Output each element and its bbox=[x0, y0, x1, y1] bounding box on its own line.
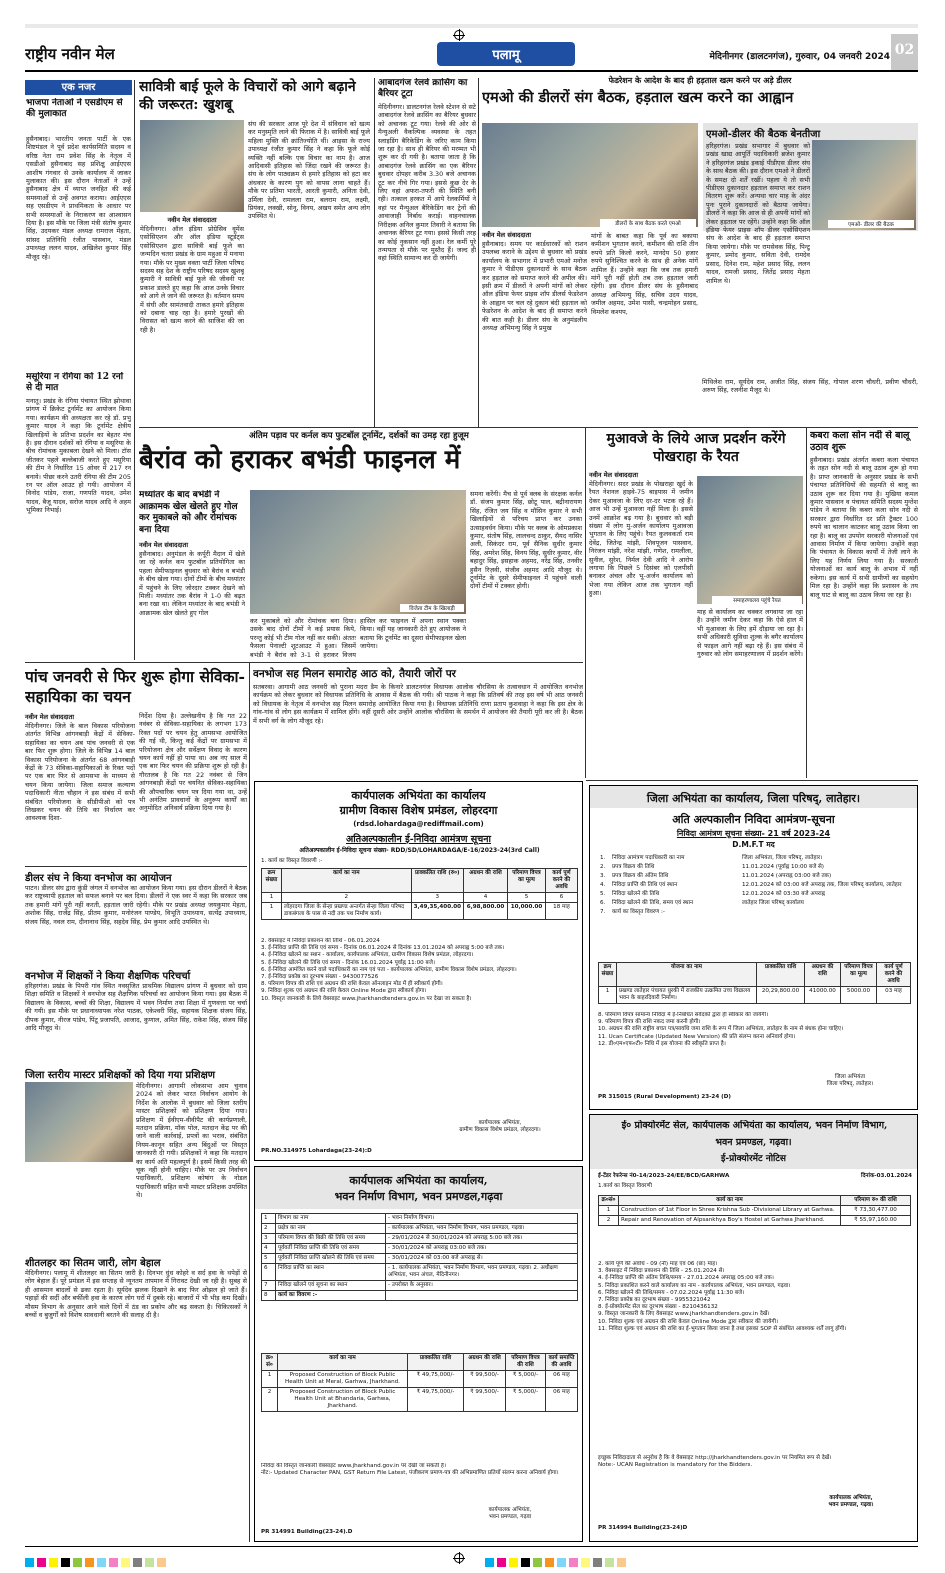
tender-notes: 2. कार्य पूर्ण की अवधि - 09 (नौ) माह एवं 06 (छः) माह। 3. वेबसाइट में निविदा प्रकाशन की तिथि - 25.01.2024 से। 4. ई-निविदा प्राप्ति की अंतिम तिथि/समय - 27.01.2024 अपराह्न 05:00 बजे तक। 5. निविदा प्रकाशित करने वाले कार्यालय का नाम - कार्यपालक अभियंता, भवन प्रमण्डल, गढ़वा। 6. निविदा खोलने की तिथि/समय - 07.02.2024 पूर्वाह्न 11:30 बजे। 7. निविदा प्रकोष्ठ का दूरभाष संख्या - 9955321042 8. ई-प्रोक्योरमेंट सेल का दूरभाष संख्या - 8210436132 9. विस्तृत जानकारी के लिए वेबसाइट www.jharkhandtenders.gov.in देखें। 10. निविदा शुल्क एवं अग्रधन की राशि केवल Online Mode द्वारा स्वीकार की जायेगी। 11. निविदा शुल्क एवं अग्रधन की राशि का ई-भुगतान किया जाना है तथा इसका SOP से संबंधित आवश्यक शर्तें लागू होंगी। bbox=[598, 1261, 847, 1332]
tender-info-list bbox=[598, 854, 911, 917]
list-label: कार्य का विस्तृत विवरण :- bbox=[612, 909, 665, 915]
table-cell: 1 bbox=[262, 903, 282, 920]
table-row bbox=[599, 987, 911, 1004]
tender-signature: कार्यपालक अभियंता, भवन प्रमण्डल, गढ़वा। bbox=[828, 1495, 874, 1509]
table-header: क्र० सं० bbox=[262, 1354, 278, 1371]
table-cell: 6,98,800.00 bbox=[464, 903, 508, 920]
table-header: प्राक्कलित राशि bbox=[408, 1354, 464, 1371]
article-headline: आबादगंज रेलवे क्रासिंग का बैरियर टूटा bbox=[378, 78, 468, 99]
table-header: प्राक्कलित राशि (रु०) bbox=[411, 869, 463, 893]
tender-notes: 2. वेबसाइट में निविदा प्रकाशन की तिथि - 06.01.2024 3. ई-निविदा प्राप्ति की तिथि एवं समय - दिनांक 06.01.2024 से दिनांक 13.01.2024 को अपराह्न 5:00 बजे तक। 4. ई-निविदा खोलने का स्थान - कार्यालय, कार्यपालक अभियंता, ग्रामीण विकास विशेष प्रमंडल, लोहरदगा। 5. ई-निविदा खोलने की तिथि एवं समय - दिनांक 16.01.2024 पूर्वाह्न 11:00 बजे। 6. ई-निविदा आमंत्रित करने वाले पदाधिकारी का नाम एवं पता - कार्यपालक अभियंता, ग्रामीण विकास विशेष प्रमंडल, लोहरदगा। 7. ई-निविदा प्रकोष्ठ का दूरभाष संख्या - 9430077526 8. परिमाण विपत्र की राशि एवं अग्रधन की राशि केवल ऑनलाइन मोड में ही स्वीकार्य होगी। 9. निविदा शुल्क एवं अग्रधन की राशि केवल Online Mode द्वारा स्वीकार्य होगा। 10. विस्तृत जानकारी के लिये वेबसाइट www.jharkhandtenders.gov.in पर देखा जा सकता है। bbox=[261, 938, 517, 1002]
table-cell: 10,000.00 bbox=[508, 903, 546, 920]
list-num: 2. bbox=[600, 864, 606, 870]
tender-signature: कार्यपालक अभियंता, भवन प्रमण्डल, गढ़वा bbox=[488, 1507, 532, 1521]
list-value: जिला अभियंता, जिला परिषद्, लातेहार। bbox=[742, 855, 823, 861]
article-kicker: अंतिम पड़ाव पर कर्नल कप फुटबॉल टूर्नामेंट, दर्शकों का उमड़ रहा हुजूम bbox=[249, 431, 469, 441]
tender-footnote: इच्छुक निविदादाता से अनुरोध है कि वे वेबसाइट http://jharkhandtenders.gov.in पर नियमित रूप से देखें। Note:- UCAN Registration is mandatory for the Bidders. bbox=[598, 1455, 832, 1469]
table-row bbox=[262, 1264, 578, 1281]
table-header: अग्रधन की राशि bbox=[805, 963, 841, 987]
color-swatch bbox=[97, 1558, 106, 1567]
column-divider bbox=[585, 428, 586, 778]
table-cell: Proposed Construction of Block Public Health Unit at Bhandaria, Garhwa, Jharkhand. bbox=[278, 1388, 408, 1412]
tender-reference: अतिअल्पकालीन ई-निविदा सूचना संख्या- RDD/SD/LOHARDAGA/E-16/2023-24(3rd Call) bbox=[299, 847, 540, 854]
table-cell: 2 bbox=[282, 893, 412, 903]
table-cell: कार्य का विवरण :- bbox=[276, 1291, 386, 1301]
table-row bbox=[262, 1234, 578, 1244]
table-cell: ₹ 55,97,160.00 bbox=[841, 1216, 911, 1226]
tender-notice-garhwa-building bbox=[254, 1166, 583, 1542]
article-photo bbox=[140, 120, 244, 212]
table-row bbox=[262, 1244, 578, 1254]
list-item bbox=[598, 872, 911, 881]
table-cell: - भवन निर्माण विभाग। bbox=[386, 1214, 578, 1224]
registration-mark bbox=[454, 1553, 464, 1563]
section-divider bbox=[25, 866, 247, 867]
table-cell: Construction of 1st Floor in Shree Krishna Sub -Divisional Library at Garhwa. bbox=[619, 1206, 841, 1216]
table-cell: 7 bbox=[262, 1281, 276, 1291]
pr-number: PR 314994 Building(23-24)D bbox=[598, 1525, 688, 1531]
color-swatch bbox=[617, 1558, 626, 1567]
brief-body: हुसैनाबाद। भारतीय जनता पार्टी के एक शिष्टमंडल ने पूर्व प्रदेश कार्यसमिति सदस्य व वरिष्ठ नेता राम प्रवेश सिंह के नेतृत्व में एसडीओ हुसैनाबाद सह प्रशिक्षु आईएएस आशीष गंगवार से उनके कार्यालय में जाकर मुलाकात की। इस दौरान नेताओं ने उन्हें हुसैनाबाद क्षेत्र में व्याप्त जनहित की कई समस्याओं से उन्हें अवगत कराया। आईएएस सह एसडीएम ने प्राथमिकता के आधार पर सभी समस्याओं के निराकरण का आश्वासन दिया है। इस मौके पर जिला मंत्री संतोष कुमार सिंह, उदयकर मंडल अध्यक्ष रामराज मेहता, सांसद प्रतिनिधि रंजीत पासवान, मंडल उपाध्यक्ष ललन यादव, अखिलेश कुमार सिंह मौजूद रहे। bbox=[26, 135, 131, 261]
footer-rule bbox=[25, 1546, 918, 1547]
color-registration-bar bbox=[25, 1552, 918, 1564]
article-headline: कबरा कला सोन नदी से बालू उठाव शुरू bbox=[810, 430, 910, 453]
table-cell: ₹ 49,75,000/- bbox=[408, 1388, 464, 1412]
tender-notice-title: ई-प्रोक्योरमेंट नोटिस bbox=[721, 1154, 786, 1164]
photo-caption: डीलरों के साथ बैठक करते एमओ bbox=[600, 219, 696, 227]
tender-notice-latehar bbox=[589, 785, 918, 1110]
table-header: परिमाण विपत्र का मूल्य bbox=[508, 869, 546, 893]
table-cell: 1 bbox=[262, 1214, 276, 1224]
list-label: निविदा आमंत्रण पदाधिकारी का नाम bbox=[612, 855, 685, 861]
brief-headline: मसूरिया न रंगिया को 12 रनों से दी मात bbox=[26, 372, 124, 393]
table-cell: 1 bbox=[262, 893, 282, 903]
tender-notice-eprocurement bbox=[589, 1114, 918, 1542]
table-cell: लोहरदगा जिला के सेन्हा प्रखण्ड अन्तर्गत सेन्हा जिला परिषद डाकबंगला के पास से नदी तक पथ निर्माण कार्य। bbox=[282, 903, 412, 920]
article-body: मेदिनीनगर। पलामू में शीतलहर का सितम जारी है। दिनभर धुंध कोहरे व सर्द हवा के थपेड़ों से लोग बेहाल हैं। पूरे प्रमंडल में इस सप्ताह से न्यूनतम तापमान में गिरावट देखी जा रही है। सुबह से ही आसमान बादलों से ढका रहता है। सूर्यदेव झलक दिखाने के बाद फिर ओझल हो जाते हैं। पहाड़ों की सर्दी और बर्फीली हवा के कारण लोग घरों में दुबके रहे। बाजारों में भी भीड़ कम दिखी। मौसम विभाग के अनुसार आने वाले दिनों में ठंड का प्रकोप और बढ़ सकता है। चिकित्सकों ने बच्चों व बुजुर्गों को विशेष सावधानी बरतने की सलाह दी है। bbox=[25, 1269, 247, 1320]
article-headline: डीलर संघ ने किया वनभोज का आयोजन bbox=[25, 873, 172, 884]
article-body: मेदिनीनगर। ऑल इंडिया प्रोग्रेसिव वूमेंस एसोसिएशन और ऑल इंडिया स्टूडेंट्स एसोसिएशन द्वारा सावित्री बाई फूले का जन्मदिन चतरा प्रखंड के ग्राम महुआ में मनाया गया। मौके पर मुख्य वक्ता पार्टी जिला परिषद सदस्य सह देश के राष्ट्रीय परिषद सदस्य खुशबू कुमारी ने सावित्री बाई फूले की जीवनी पर प्रकाश डालते हुए कहा कि आज उनके विचार को आगे ले जाने की जरूरत है। वर्तमान समय में संघी और सामंतवादी ताकत हमारे इतिहास को दबाना चाह रहा है। हमारे पुरखों की विरासत को खत्म करने की साजिश की जा रही है। bbox=[140, 225, 244, 334]
section-title: पलामू bbox=[492, 48, 520, 63]
table-cell: 3 bbox=[411, 893, 463, 903]
table-cell: निविदा प्राप्ति का स्थान bbox=[276, 1264, 386, 1281]
table-header: परिमाण रु० की राशि bbox=[841, 1196, 911, 1206]
table-cell: पूर्ववर्ती निविदा प्राप्ति की तिथि एवं समय bbox=[276, 1244, 386, 1254]
sidebar-body: हरिहरगंज। प्रखंड सभागार में बुधवार को प्रखंड खाद्य आपूर्ति पदाधिकारी ब्रजेश कुमार ने हरिहरगंज प्रखंड इकाई पीडीएस डीलर संघ के साथ बैठक की। इस दौरान एमओ ने डीलरों के समक्ष दो शर्तें रखीं। पहला ये तो सभी पीडीएस दुकानदार हड़ताल समाप्त कर राशन वितरण शुरू करें। अन्यथा चार माह के अंदर पुनः पुराने दुकानदारों को बैठाया जायेगा। डीलरों ने कहा कि आज से ही अपनी मांगों को लेकर हड़ताल पर रहेंगे। उन्होंने कहा कि ऑल इंडिया फेयर प्राइस शॉप डीलर एसोसिएशन संघ के आदेश के बाद ही हड़ताल समाप्त किया जायेगा। मौके पर रामसेवक सिंह, पिन्टू कुमार, प्रमोद कुमार, सविता देवी, रामदेव प्रसाद, दिनेश राम, महेश प्रसाद सिंह, ललन यादव, रामजी प्रसाद, जितेंद्र प्रसाद मेहता शामिल थे। bbox=[706, 142, 810, 285]
table-cell: - कार्यपालक अभियंता, भवन निर्माण विभाग, भवन प्रमण्डल, गढ़वा। bbox=[386, 1224, 578, 1234]
tender-info-table bbox=[261, 1213, 578, 1301]
list-item bbox=[598, 899, 911, 908]
byline: नवीन मेल संवाददाता bbox=[25, 713, 74, 721]
table-cell: निविदा खोलने एवं सूचना का स्थान bbox=[276, 1281, 386, 1291]
masthead bbox=[25, 42, 918, 72]
tender-signature: कार्यपालक अभियंता, ग्रामीण विकास विशेष प्रमंडल, लोहरदगा। bbox=[459, 1120, 541, 1134]
list-num: 1. bbox=[600, 855, 606, 861]
column-divider bbox=[134, 80, 135, 660]
list-item bbox=[598, 881, 911, 890]
article-kicker: फेडरेशन के आदेश के बाद ही हड़ताल खत्म करने पर अड़े डीलर bbox=[608, 76, 792, 85]
article-headline: वनभोज सह मिलन समारोह आठ को, तैयारी जोरों पर bbox=[253, 668, 456, 680]
list-item bbox=[598, 863, 911, 872]
table-cell bbox=[386, 1291, 578, 1301]
photo-caption: विजेता टीम के खिलाड़ी bbox=[400, 604, 464, 612]
article-headline: पांच जनवरी से फिर शुरू होगा सेविका-सहायिका का चयन bbox=[25, 667, 245, 706]
list-value: 11.01.2024 (पूर्वाह्न 10:00 बजे से) bbox=[742, 864, 824, 870]
article-body: सतबरवा। आगामी आठ जनवरी को पुराना मदरा डैम के किनारे डालटनगंज विधायक आलोक चौरसिया के तत्वावधान में आयोजित वनभोज कार्यक्रम को लेकर बुधवार को विधायक प्रतिनिधि के आवास में बैठक की गयी। श्री पाठक ने कहा कि प्रतिवर्ष की तरह इस वर्ष भी आठ जनवरी को विधायक के नेतृत्व में वनभोज सह मिलन समारोह आयोजित किया गया है। विधायक प्रतिनिधि राणा प्रताप कुशवाहा ने कहा कि इस क्षेत्र के गांव-गांव से लोग इस कार्यक्रम में शामिल होंगे। वहीं दूसरी ओर उन्होंने आलोक चौरसिया के समर्थन में आयोजन की तैयारी पूरी कर ली है। बैठक में सभी वर्ग के लोग मौजूद रहे। bbox=[253, 683, 583, 725]
list-item bbox=[598, 890, 911, 899]
tender-signature: जिला अभियंता जिला परिषद्, लातेहार। bbox=[826, 1074, 874, 1088]
article-subhead: मध्यांतर के बाद बभंडी ने आक्रामक खेल खेलते हुए गोल कर मुकाबले को और रोमांचक बना दिया bbox=[139, 490, 238, 535]
table-cell: 5 bbox=[508, 893, 546, 903]
column-divider bbox=[478, 78, 479, 428]
table-cell: 1 bbox=[599, 1206, 619, 1216]
article-headline: सावित्री बाई फूले के विचारों को आगे बढ़ाने की जरूरत: खुशबू bbox=[139, 79, 356, 113]
photo-caption: समाहरणालय पहुंचे रैयत bbox=[712, 596, 802, 604]
color-swatch bbox=[25, 1558, 34, 1567]
table-cell: 06 माह bbox=[546, 1388, 578, 1412]
table-cell: 3 bbox=[262, 1234, 276, 1244]
dateline: मेदिनीनगर (डालटनगंज), गुरुवार, 04 जनवरी 2024 bbox=[709, 52, 890, 62]
section-divider bbox=[139, 427, 918, 428]
article-headline: मुआवजे के लिये आज प्रदर्शन करेंगे पोखराहा के रैयत bbox=[606, 431, 786, 465]
table-header: क्रम संख्या bbox=[599, 963, 617, 987]
tender-title: ग्रामीण विकास विशेष प्रमंडल, लोहरदगा bbox=[339, 804, 498, 817]
table-header: कार्य का नाम bbox=[278, 1354, 408, 1371]
color-swatch bbox=[37, 1558, 46, 1567]
color-swatch bbox=[49, 1558, 58, 1567]
table-cell: 3,49,35,400.00 bbox=[411, 903, 463, 920]
table-header: अग्रधन की राशि bbox=[464, 1354, 506, 1371]
table-header: योजना का नाम bbox=[617, 963, 757, 987]
color-swatch bbox=[73, 1558, 82, 1567]
tender-title: जिला अभियंता का कार्यालय, जिला परिषद्, लातेहार। bbox=[646, 792, 861, 805]
article-body: हुसैनाबाद। प्रखंड अंतर्गत कबरा कला पंचायत के तहत सोन नदी से बालू उठाव शुरू हो गया है। प्राप्त जानकारी के अनुसार प्रखंड के सभी पंचायत प्रतिनिधियों की सहमति से बालू का उठाव शुरू कर दिया गया है। मुखिया कमल कुमार पासवान व पंचायत समिति सदस्य मुन्तेश पांडेय ने बताया कि कबरा कला सोन नदी से सरकार द्वारा निर्धारित दर प्रति ट्रैक्टर 100 रुपये का चालान काटकर बालू उठाव किया जा रहा है। बालू का उपयोग सरकारी योजनाओं एवं आवास निर्माण में किया जायेगा। उन्होंने कहा कि पंचायत के विकास कार्यों में तेजी लाने के लिए यह निर्णय लिया गया है। सरकारी योजनाओं का कार्य बालू के अभाव में नहीं रुकेगा। इस कार्य में सभी ग्रामीणों का सहयोग मिल रहा है। उन्होंने कहा कि प्रशासन के तय बालू घाट से बालू का उठाव किया जा रहा है। bbox=[810, 456, 918, 599]
table-cell: ₹ 73,30,477.00 bbox=[841, 1206, 911, 1216]
list-num: 7. bbox=[600, 909, 606, 915]
table-cell: 2 bbox=[262, 1224, 276, 1234]
tender-notice-lohardaga bbox=[254, 781, 583, 1161]
ek-nazar-label: एक नजर bbox=[61, 82, 96, 93]
list-value bbox=[740, 908, 911, 917]
top-color-bar bbox=[25, 24, 918, 28]
section-divider bbox=[25, 662, 583, 663]
table-cell: Proposed Construction of Block Public Health Unit at Meral, Garhwa, Jharkhand. bbox=[278, 1371, 408, 1388]
list-value: लातेहार जिला परिषद् कार्यालय bbox=[742, 900, 804, 906]
table-row bbox=[262, 1224, 578, 1234]
table-row bbox=[262, 903, 578, 920]
color-swatch bbox=[509, 1558, 518, 1567]
brief-body: मनातू। प्रखंड के रंगिया पंचायत स्थित झोथावा प्रांगण में क्रिकेट टूर्नामेंट का आयोजन किया गया। कार्यक्रम की अध्यक्षता कर रहे डॉ. प्रभु कुमार यादव ने कहा कि टूर्नामेंट क्षेत्रीय खिलाड़ियों के प्रतिभा प्रदर्शन का बेहतर मंच है। इस दौरान दर्शकों को रंगिया व मसूरिया के बीच रोमांचक मुकाबला देखने को मिला। टॉस जीतकर पहले बल्लेबाजी करते हुए मसूरिया की टीम ने निर्धारित 15 ओवर में 217 रन बनाये। पीछा करने उतरी रंगिया की टीम 205 रन पर ऑल आउट हो गयी। आयोजन में विनोद पांडेय, राजा, गणपति यादव, उमेश यादव, बैजू यादव, सरोज यादव आदि ने अहम भूमिका निभाई। bbox=[26, 397, 131, 515]
color-swatch bbox=[85, 1558, 94, 1567]
table-header: क्रम संख्या bbox=[262, 869, 282, 893]
table-cell: पूर्ववर्ती निविदा प्राप्ति खोलने की तिथि एवं समय bbox=[276, 1254, 386, 1264]
table-cell: 1 bbox=[599, 987, 617, 1004]
tender-date: दिनांक-03.01.2024 bbox=[861, 1173, 912, 1179]
table-header: अग्रधन की राशि bbox=[464, 869, 508, 893]
list-item bbox=[598, 854, 911, 863]
color-swatch bbox=[545, 1558, 554, 1567]
table-cell: 6 bbox=[546, 893, 578, 903]
table-header: कार्य पूर्ण करने की अवधि bbox=[877, 963, 911, 987]
tender-notice-title: अति अल्पकालीन निविदा आमंत्रण-सूचना bbox=[672, 813, 835, 826]
color-swatch bbox=[109, 1558, 118, 1567]
tender-title: कार्यपालक अभियंता का कार्यालय bbox=[351, 789, 486, 802]
table-cell: Repair and Renovation of Alpsankhya Boy's Hostel at Garhwa Jharkhand. bbox=[619, 1216, 841, 1226]
table-cell: 5000.00 bbox=[841, 987, 877, 1004]
table-row bbox=[262, 1214, 578, 1224]
table-cell: 8 bbox=[262, 1291, 276, 1301]
table-cell: ₹ 49,75,000/- bbox=[408, 1371, 464, 1388]
byline: नवीन मेल संवाददाता bbox=[167, 216, 217, 224]
article-photo bbox=[482, 123, 698, 227]
table-cell: प्रक्षेत्र का नाम bbox=[276, 1224, 386, 1234]
article-body: संघ की सरकार आज पूरे देश में संविधान को खत्म कर मनुस्मृति लाने की फिराक में है। सावित्री बाई फूले महिला मुक्ति की क्रांतिज्योति थीं। आइसा के राज्य उपाध्यक्ष रंजीत कुमार सिंह ने कहा कि फूले कोई व्यक्ति नहीं बल्कि एक विचार का नाम है। आज आदिवासी इतिहास को जिंदा रखने की जरूरत है। संघ के लोग पाठ्यक्रम से हमारे इतिहास को हटा कर अंधकार के कारण युग को वापस लाना चाहते हैं। मौके पर प्रतिमा भारती, आरती कुमारी, अनिता देवी, उर्मिला देवी, रामलला राम, बलराम राम, लक्ष्मी, प्रियंका, लक्खी, सोनू, विनय, अखय समेत अन्य लोग उपस्थित थे। bbox=[248, 120, 370, 221]
article-body: हुसैनाबाद। अनुमंडल के कर्पूरी मैदान में खेले जा रहे कर्नल कप फुटबॉल प्रतियोगिता का पहला सेमीफाइनल बुधवार को बैरांव व बभंडी के बीच खेला गया। दोनों टीमों के बीच मध्यांतर में पहुंचने के लिए जोरदार टक्कर देखने को मिली। मध्यांतर तक बैरांव ने 1-0 की बढ़त बना रखा था। लेकिन मध्यांतर के बाद बभंडी ने आक्रामक खेल खेलते हुए गोल bbox=[139, 550, 245, 617]
pr-number: PR 314991 Building(23-24).D bbox=[261, 1529, 353, 1535]
list-value: 12.01.2024 को 03:30 बजे अपराह्न bbox=[742, 891, 826, 897]
sidebar-headline: एमओ-डीलर की बैठक बेनतीजा bbox=[706, 129, 821, 140]
color-swatch bbox=[581, 1558, 590, 1567]
table-cell: - 29/01/2024 से 30/01/2024 को अपराह्न 5:00 बजे तक। bbox=[386, 1234, 578, 1244]
photo-caption: एमओ- डीलर की बैठक bbox=[828, 220, 914, 228]
color-swatch bbox=[605, 1558, 614, 1567]
color-swatch bbox=[521, 1558, 530, 1567]
table-cell: 18 माह bbox=[546, 903, 578, 920]
byline: नवीन मेल संवाददाता bbox=[589, 471, 638, 479]
tender-reference: ई-टेंडर रेफरेन्स नं0-14/2023-24/EE/BCD/GARHWA bbox=[598, 1173, 730, 1179]
table-header: परिमाण विपत्र की राशि bbox=[506, 1354, 546, 1371]
tender-title: भवन निर्माण विभाग, भवन प्रमण्डल,गढ़वा bbox=[334, 1190, 503, 1203]
table-cell: 2 bbox=[262, 1388, 278, 1412]
color-swatch bbox=[593, 1558, 602, 1567]
list-item bbox=[598, 908, 911, 917]
table-cell: ₹ 99,500/- bbox=[464, 1371, 506, 1388]
table-cell: 2 bbox=[599, 1216, 619, 1226]
tender-notes: 8. परिमाण विपत्र सामान्य निविदा में ई-निबंधित संवेदकों द्वारा ही स्वीकार की जायेगी। 9. परिमाण विपत्र की राशि नकद जमा करनी होगी। 10. अग्रधन की राशि राष्ट्रीय बचत पत्र/सावधि जमा राशि के रूप में जिला अभियंता, लातेहार के नाम से बंधक होना चाहिए। 11. Ucan Certificate (Updated New Version) की प्रति संलग्न करना अनिवार्य होगा। 12. डी०एम०एफ०टी० निधि में इस योजना की स्वीकृति प्राप्त है। bbox=[598, 1012, 844, 1047]
article-body: हरिहरगंज। प्रखंड के पिपरी गांव स्थित नवसृजित प्राथमिक विद्यालय प्रांगण में बुधवार को ग्राम शिक्षा समिति व शिक्षकों ने वनभोज सह शैक्षणिक परिचर्चा का आयोजन किया गया। इस बैठक में विद्यालय के विकास, बच्चों की शिक्षा, विद्यालय में भवन निर्माण तथा शिक्षा में गुणवत्ता पर चर्चा की गयी। इस मौके पर प्रधानाध्यापक नरेश पाठक, एकेश्वरी सिंह, सहायक शिक्षक संजय सिंह, दीपक कुमार, नीरज पांडेय, पिंटू प्रजापति, आजाद, कुणाल, अमित सिंह, राकेश सिंह, संजय सिंह आदि मौजूद थे। bbox=[25, 982, 247, 1033]
column-divider bbox=[249, 662, 250, 1542]
column-divider bbox=[374, 78, 375, 428]
list-value: 12.01.2024 को 03:00 बजे अपराह्न तक, जिला परिषद् कार्यालय, लातेहार bbox=[742, 882, 902, 888]
registration-mark bbox=[454, 30, 464, 40]
color-swatch bbox=[497, 1558, 506, 1567]
color-swatch bbox=[533, 1558, 542, 1567]
section-label: 1.कार्य का विस्तृत विवरणी bbox=[598, 1183, 652, 1189]
table-row bbox=[599, 1216, 911, 1226]
article-headline: वनभोज में शिक्षकों ने किया शैक्षणिक परिचर्चा bbox=[25, 971, 191, 982]
color-swatch bbox=[569, 1558, 578, 1567]
color-swatch bbox=[157, 1558, 166, 1567]
article-body: मिथिलेश राम, सूर्यदेव राम, अजीत सिंह, संजय सिंह, गोपाल शरण चौधरी, प्रवीण चौधरी, अरुण सिंह, रजनीश मैजूद थे। bbox=[702, 378, 918, 395]
brief-headline: भाजपा नेताओं ने एसडीएम से की मुलाकात bbox=[26, 98, 123, 119]
article-body: हुसैनाबाद। समय पर कार्डधारकों को राशन उपलब्ध कराने के उद्देश्य से बुधवार को प्रखंड कार्यालय के सभागार में प्रभारी एमओ मनोज कुमार ने पीडीएस दुकानदारों के साथ बैठक कर हड़ताल को समाप्त करने की अपील की। इसी क्रम में डीलरों ने अपनी मांगों को लेकर ऑल इंडिया फेयर प्राइस शॉप डीलर्स फेडरेशन के आह्वान पर चल रहे दुकान बंदी हड़ताल को फेडरेशन के आदेश के बाद ही समाप्त करने की बात कही है। डीलर संघ के अनुमंडलीय अध्यक्ष अभिमन्यु सिंह ने प्रमुख bbox=[482, 240, 587, 333]
list-label: प्रपत्र विक्रय की अंतिम तिथि bbox=[612, 873, 669, 879]
article-body: माह से कार्यालय का चक्कर लगवाया जा रहा है। उन्होंने जमीन देकर कहा कि ऐसे हाल में भी मुआवजा के लिए हमें दौड़ाया जा रहा है। सभी अधिकारी सुविधा शुल्क के बगैर कार्यालय से फाइल आगे नहीं बढ़ा रहे हैं। इस संबंध में गुरुवार को लोग समाहरणालय में प्रदर्शन करेंगे। bbox=[697, 608, 803, 659]
table-cell: परिमाण विपत्र की बिक्री की तिथि एवं समय bbox=[276, 1234, 386, 1244]
article-headline: जिला स्तरीय मास्टर प्रशिक्षकों को दिया गया प्रशिक्षण bbox=[25, 1070, 215, 1081]
list-num: 6. bbox=[600, 900, 606, 906]
color-swatch bbox=[485, 1558, 494, 1567]
byline: नवीन मेल संवाददाता bbox=[482, 231, 531, 239]
paper-name: राष्ट्रीय नवीन मेल bbox=[25, 45, 115, 63]
table-header: प्राक्कलित राशि bbox=[757, 963, 805, 987]
table-cell: 20,29,800.00 bbox=[757, 987, 805, 1004]
article-body: मेदिनीनगर। सदर प्रखंड के पोखराहा खुर्द के रैयत नेशनल हाइवे-75 बाइपास में जमीन देकर मुआवजा के लिए दर-दर भटक रहे हैं। आज भी उन्हें मुआवजा नहीं मिला है। इससे उनमें आक्रोश बढ़ गया है। बुधवार को बड़ी संख्या में लोग मु-अर्जन कार्यालय मुआवजा भुगतान के लिए पहुंचे। रैयत कुलवकर्ता राम देवेंद्र, जितेन्द्र मांझी, शिवपूजन पासवान, निरंजन मांझी, नरेश मांझी, गणेश, रामलीला, सुनील, सुरेश, निर्मल देवी आदि ने आरोप लगाया कि पिछले 5 दिसंबर को एलपीसी बनाकर अंचल और भू-अर्जन कार्यालय को भेजा गया लेकिन आज तक भुगतान नहीं हुआ। bbox=[589, 480, 693, 598]
article-body: मेदिनीनगर। डालटनगंज रेलवे स्टेशन से सटे आबादगंज रेलवे क्रासिंग का बैरियर बुधवार को अचानक टूट गया। रेलवे की ओर से मैन्युअली वैकल्पिक व्यवस्था के तहत स्लाइडिंग बैरिकेडिंग के जरिए काम किया जा रहा है। साथ ही बैरियर की मरम्मत भी शुरू कर दी गयी है। बताया जाता है कि आबादगंज रेलवे क्रासिंग का एक बैरियर बुधवार दोपहर करीब 3.30 बजे अचानक टूट कर नीचे गिर गया। इससे कुछ देर के लिए वहां अफरा-तफरी की स्थिति बनी रही। तत्काल हरकत में आये रेलकर्मियों ने वहां पर मैन्युअल बैरिकेडिंग कर ट्रेनों की आवाजाही निर्बाध कराई। वाहनचालक निरीक्षक अनिल कुमार तिवारी ने बताया कि अचानक बैरियर टूट गया। इससे किसी तरह का कोई नुकसान नहीं हुआ। रेल कर्मी पूरे तन्मयता से मौके पर मुस्तैद हैं। जल्द ही वहां स्थिति सामान्य कर दी जायेगी। bbox=[378, 103, 476, 263]
color-swatch bbox=[61, 1558, 70, 1567]
table-cell: 41000.00 bbox=[805, 987, 841, 1004]
list-label: निविदा प्राप्ति की तिथि एवं स्थान bbox=[612, 882, 678, 888]
table-cell: 03 माह bbox=[877, 987, 911, 1004]
table-cell: - उपरोक्त के अनुसार। bbox=[386, 1281, 578, 1291]
list-label: निविदा खोलने की तिथि, समय एवं स्थान bbox=[612, 900, 694, 906]
pr-number: PR 315015 (Rural Development) 23-24 (D) bbox=[598, 1094, 731, 1100]
article-body: समना करेंगी। मैच से पूर्व क्लब के संरक्षक कर्नल डॉ. संजय कुमार सिंह, छोटू पाल, बद्रीनारायण सिंह, रंजित जय सिंह व मौसिन कुमार ने सभी खिलाड़ियों से परिचय प्राप्त कर उनका उत्साहवर्धन किया। मौके पर क्लब के ओमप्रकाश कुमार, संतोष सिंह, लालचन्द ठाकुर, सैयद नासिर अली, सिकंदर राम, पूर्व सैनिक सुधीर कुमार सिंह, अमरेश सिंह, विनय सिंह, सुधीर कुमार, वीर बहादुर सिंह, इसहाक अहमद, नरेंद्र सिंह, तनवीर हुसैन रिज़वी, संजीव अहमद आदि मौजूद थे। टूर्नामेंट के दूसरे सेमीफाइनल में पहुंचने वाली दोनों टीमों में टक्कर होगी। bbox=[470, 490, 582, 591]
list-value: 11.01.2024 (अपराह्न 03:00 बजे तक) bbox=[742, 873, 832, 879]
article-body: मांगों के बाबत कहा कि पूर्व का बकाया कमीशन भुगतान करने, कमीशन की राशि तीन रुपये प्रति किलो करने, मानदेय 50 हजार रुपये सुनिश्चित करने के साथ ही अनेक मांगें शामिल हैं। उन्होंने कहा कि जब तक हमारी मांगें पूरी नहीं होती तब तक हड़ताल जारी रहेगी। इस दौरान डीलर संघ के हुसैनाबाद अध्यक्ष अभिमन्यु सिंह, सचिव उदय यादव, जमील अहमद, उमेश पासी, चन्द्रमोहन प्रसाद, विमलेश कश्यप, bbox=[591, 232, 698, 316]
tender-work-table bbox=[598, 962, 911, 1004]
tender-notice-title: अतिअल्पकालीन ई-निविदा आमंत्रण सूचना bbox=[346, 834, 491, 845]
table-cell: - 30/01/2024 को 03:00 बजे अपराह्न से। bbox=[386, 1254, 578, 1264]
article-body: पाटन। डीलर संघ द्वारा कुंडी जंगल में वनभोज का आयोजन किया गया। इस दौरान डीलरों ने बैठक कर राष्ट्रव्यापी हड़ताल को सफल बनाने पर बल दिया। डीलरों ने एक स्वर में कहा कि सरकार जब तक हमारी मांगें पूरी नहीं करती, हड़ताल जारी रहेगी। मौके पर प्रखंड अध्यक्ष जयकुमार मेहता, अशोक सिंह, राजेंद्र सिंह, प्रीतम कुमार, मनोरंजन पाण्डेय, विभूति उपाध्याय, सत्येंद्र उपाध्याय, संजय सिंह, नवल राम, दीनानाथ सिंह, सहदेव सिंह, प्रेम कुमार आदि उपस्थित थे। bbox=[25, 884, 247, 926]
section-divider bbox=[586, 780, 918, 781]
page-number: 02 bbox=[894, 42, 915, 58]
table-cell: 6 bbox=[262, 1264, 276, 1281]
table-header: क्र०सं० bbox=[599, 1196, 619, 1206]
table-cell: ₹ 5,000/- bbox=[506, 1371, 546, 1388]
table-cell: ₹ 5,000/- bbox=[506, 1388, 546, 1412]
table-cell: 1 bbox=[262, 1371, 278, 1388]
table-row bbox=[262, 1388, 578, 1412]
table-cell: 4 bbox=[464, 893, 508, 903]
tender-title: ई० प्रोक्योरमेंट सेल, कार्यपालक अभियंता का कार्यालय, भवन निर्माण विभाग, bbox=[621, 1120, 888, 1131]
table-cell: ₹ 99,500/- bbox=[464, 1388, 506, 1412]
tender-title: भवन प्रमण्डल, गढ़वा। bbox=[715, 1137, 792, 1148]
table-header: कार्य का नाम bbox=[282, 869, 412, 893]
tender-work-table bbox=[598, 1195, 911, 1226]
table-cell: - 1. कार्यपालक अभियंता, भवन निर्माण विभाग, भवन प्रमण्डल, गढ़वा। 2. अधीक्षण अभियंता, भवन अंचल, मेदिनीनगर। bbox=[386, 1264, 578, 1281]
list-num: 3. bbox=[600, 873, 606, 879]
table-header: कार्य समाप्ति की अवधि bbox=[546, 1354, 578, 1371]
article-body: मेदिनीनगर। जिले के बाल विकास परियोजना अंतर्गत विभिन्न आंगनबाड़ी केंद्रों में सेविका-सहायिका का चयन अब पांच जनवरी से एक बार फिर शुरू होगा। जिले के विभिन्न 14 बाल विकास परियोजना के अंतर्गत 68 आंगनबाड़ी केंद्रों के 73 सेविका-सहायिकाओं के रिक्त पदों पर एक बार फिर से आमसभा के माध्यम से चयन किया जायेगा। जिला समाज कल्याण पदाधिकारी नीता चौहान ने इस संबंध में सभी संबंधित परियोजना के सीडीपीओ को पत्र लिखकर चयन की तिथि का निर्धारण कर आवश्यक दिशा- bbox=[25, 722, 135, 823]
list-label: निविदा खोलने की तिथि bbox=[612, 891, 660, 897]
table-row bbox=[599, 1206, 911, 1216]
article-headline: बैरांव को हराकर बभंडी फाइनल में bbox=[139, 445, 461, 475]
table-header: परिमाण विपत्र का मूल्य bbox=[841, 963, 877, 987]
table-row bbox=[262, 1281, 578, 1291]
table-header: कार्य का नाम bbox=[619, 1196, 841, 1206]
tender-email: (rdsd.lohardaga@rediffmail.com) bbox=[353, 820, 484, 828]
tender-table bbox=[261, 868, 578, 920]
article-headline: शीतलहर का सितम जारी, लोग बेहाल bbox=[25, 1258, 161, 1269]
tender-work-table bbox=[261, 1353, 578, 1412]
column-divider bbox=[806, 428, 807, 778]
pr-number: PR.NO.314975 Lohardaga(23-24):D bbox=[261, 1148, 372, 1154]
tender-reference: निविदा आमंत्रण सूचना संख्या- 21 वर्ष 2023-24 bbox=[676, 829, 831, 838]
list-num: 4. bbox=[600, 882, 606, 888]
article-photo bbox=[25, 1082, 133, 1162]
color-swatch bbox=[133, 1558, 142, 1567]
tender-title: कार्यपालक अभियंता का कार्यालय, bbox=[349, 1174, 488, 1187]
table-cell: 4 bbox=[262, 1244, 276, 1254]
table-cell: - 30/01/2024 को अपराह्न 03:00 बजे तक। bbox=[386, 1244, 578, 1254]
color-swatch bbox=[121, 1558, 130, 1567]
color-swatch bbox=[557, 1558, 566, 1567]
table-row bbox=[262, 1291, 578, 1301]
article-headline: एमओ की डीलरों संग बैठक, हड़ताल खत्म करने का आह्वान bbox=[482, 89, 794, 106]
table-row bbox=[262, 1254, 578, 1264]
table-cell: विभाग का नाम bbox=[276, 1214, 386, 1224]
list-label: प्रपत्र विक्रय की तिथि bbox=[612, 864, 655, 870]
article-body: मेदिनीनगर। आगामी लोकसभा आम चुनाव 2024 को लेकर भारत निर्वाचन आयोग के निर्देश के आलोक में बुधवार को जिला स्तरीय मास्टर प्रशिक्षकों को प्रशिक्षण दिया गया। प्रशिक्षण में ईवीएम-वीवीपैट की कार्यप्रणाली, मतदान प्रक्रिया, मॉक पोल, मतदान केंद्र पर की जाने वाली कार्रवाई, प्रपत्रों का भराव, संबंधित नियम-कानून सहित अन्य बिंदुओं पर विस्तृत जानकारी दी गयी। प्रशिक्षकों ने कहा कि मतदान का कार्य अति महत्वपूर्ण है। इसमें किसी तरह की चूक नहीं होनी चाहिए। मौके पर उप निर्वाचन पदाधिकारी, प्रशिक्षण कोषांग के नोडल पदाधिकारी सहित सभी मास्टर प्रशिक्षक उपस्थित थे। bbox=[136, 1082, 247, 1200]
sidebar-photo bbox=[812, 140, 916, 230]
table-header: कार्य पूर्ण करने की अवधि bbox=[546, 869, 578, 893]
color-swatch bbox=[145, 1558, 154, 1567]
article-body: निर्देश दिया है। उल्लेखनीय है कि गत 22 नवंबर से सेविका-सहायिका के लगभग 173 रिक्त पदों पर चयन हेतु आमसभा आयोजित की गई थी, किन्तु कई केंद्रों पर ग्रामसभा में परियोजना क्षेत्र और सर्वेक्षण विवाद के कारण चयन कार्य नहीं हो पाया था। अब नए साल में एक बार फिर चयन की प्रक्रिया शुरू हो रही है। गौरतलब है कि गत 22 नवंबर से जिन आंगनबाड़ी केंद्रों पर चयनित सेविका-सहायिका की औपचारिक चयन पत्र दिया गया था, उन्हें भी अनंतिम प्रावधानों के अनुरूप कार्यों का अनुमोदित अनिवार्य प्रक्रिया दिया गया है। bbox=[139, 712, 247, 813]
table-cell: 5 bbox=[262, 1254, 276, 1264]
table-cell: 06 माह bbox=[546, 1371, 578, 1388]
list-num: 5. bbox=[600, 891, 606, 897]
article-body: कर मुकाबले को और रोमांचक बना दिया। उसके बाद दोनों टीमों ने कई प्रयास किये, परन्तु कोई भी टीम गोल नहीं कर सकी। अंततः फैसला पेनाल्टी शूटआउट में हुआ। जिसमें बभंडी ने बैरांव को 3-1 से हराकर विजय हासिल कर फाइनल में अपना स्थान पक्का किया। वहीं यह जानकारी देते हुए आयोजक ने बताया कि टूर्नामेंट का दूसरा सेमीफाइनल खेला जायेगा। bbox=[250, 617, 466, 659]
table-row bbox=[262, 1371, 578, 1388]
section-label: 1. कार्य का विस्तृत विवरणी :- bbox=[261, 858, 323, 864]
article-photo bbox=[250, 490, 466, 614]
fund-label: D.M.F.T मद bbox=[732, 840, 775, 849]
tender-notes: निविदा की विस्तृत जानकारी वेबसाइट www.jharkhand.gov.in पर देखी जा सकती है। नोट:- Updated Character PAN, GST Return File Latest, पंजीकरण प्रमाण-पत्र की अभिप्रमाणित प्रतियाँ संलग्न करना अनिवार्य होगा। bbox=[261, 1463, 559, 1477]
article-photo bbox=[697, 476, 803, 604]
table-cell: प्रखण्ड लातेहार पंचायत धुरकी में राजकीय उत्क्रमित उच्च विद्यालय भवन के बाहरदिवारी निर्माण। bbox=[617, 987, 757, 1004]
byline: नवीन मेल संवाददाता bbox=[139, 541, 188, 549]
